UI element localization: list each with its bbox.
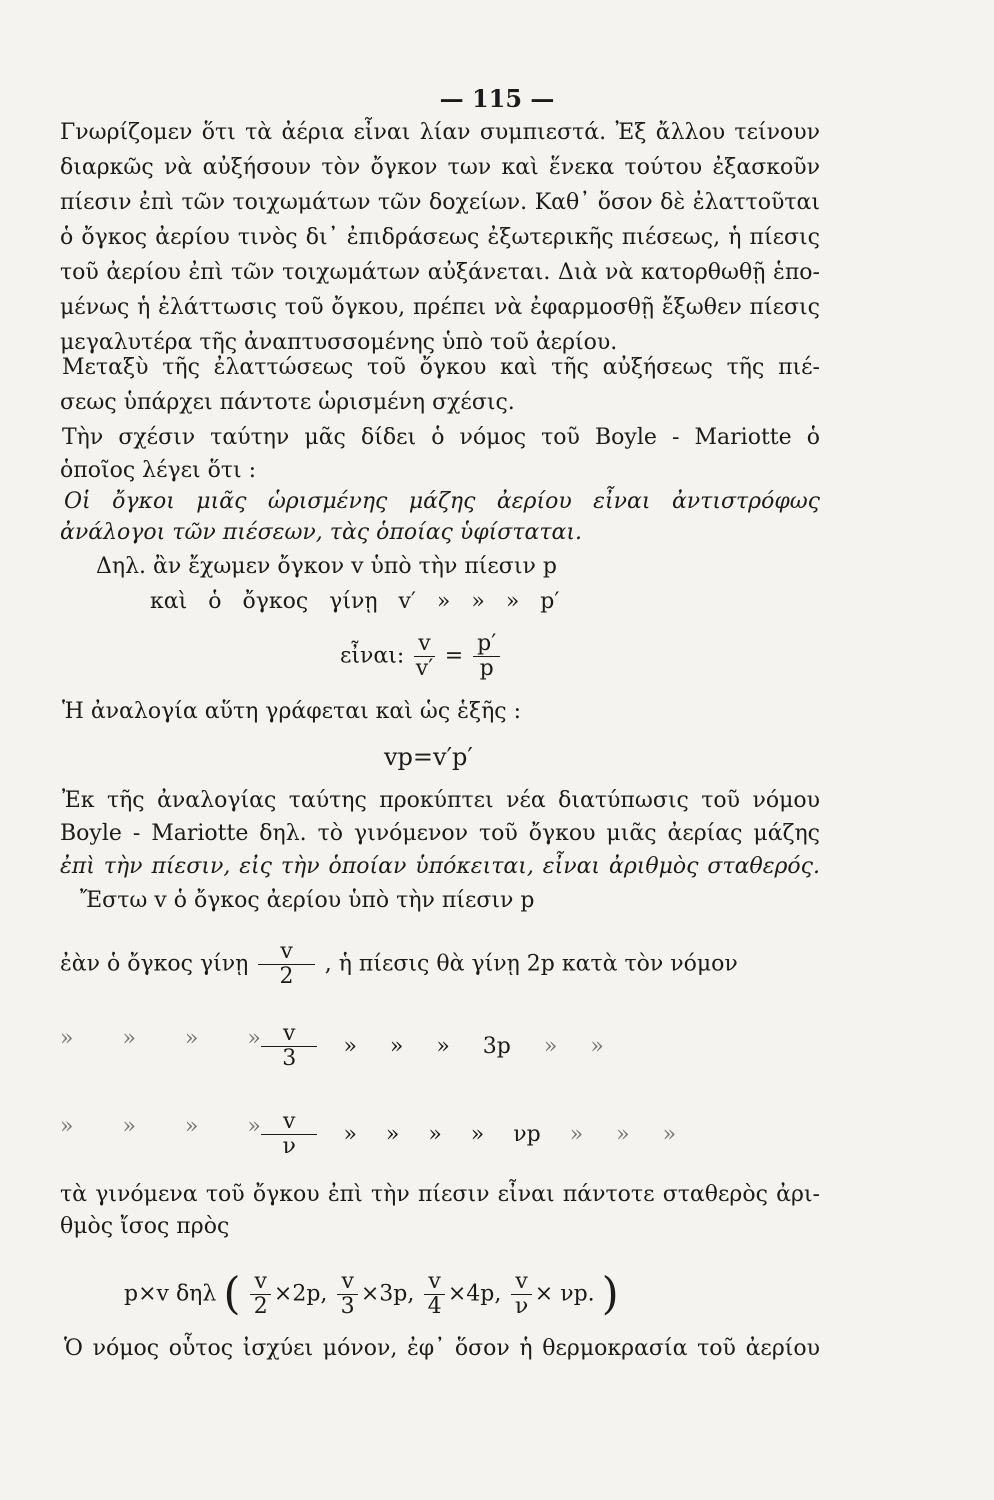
equals-sign: = <box>444 643 464 669</box>
law-statement-line-1: Οἱ ὄγκοι μιᾶς ὡρισμένης μάζης ἀερίου εἶναι ἀντιστρόφως <box>64 489 820 514</box>
example-line-2: καὶ ὁ ὄγκος γίνῃ v′ » » » p′ <box>150 589 560 614</box>
row-1-suffix: , ἡ πίεσις θὰ γίνῃ 2p κατὰ τὸν νόμον <box>324 951 738 977</box>
fraction-p-prime-over-p <box>473 632 500 681</box>
equation-product: vp=v′p′ <box>384 743 473 771</box>
numerator: v <box>511 1270 531 1295</box>
fraction-term-2 <box>337 1270 357 1319</box>
example-line-1: Δηλ. ἂν ἔχωμεν ὄγκον v ὑπὸ τὴν πίεσιν p <box>96 554 557 579</box>
numerator: v <box>261 1022 317 1047</box>
equation-ratio <box>340 632 503 681</box>
paragraph-4-line-2: Boyle - Mariotte δηλ. τὸ γινόμενον τοῦ ὄγκου μιᾶς ἀερίας μάζης <box>60 821 820 846</box>
paragraph-4-line-1: Ἐκ τῆς ἀναλογίας ταύτης προκύπτει νέα διατύπωσις τοῦ νόμου <box>62 788 820 813</box>
row-3-left-dots: » » » » <box>60 1114 261 1139</box>
numerator: v <box>337 1270 357 1295</box>
fraction-v-over-nu <box>261 1110 317 1159</box>
numerator: v <box>261 1110 317 1135</box>
denominator: 2 <box>253 1294 268 1319</box>
paragraph-1-line-3: πίεσιν ἐπὶ τῶν τοιχωμάτων τῶν δοχείων. Καθ᾽ ὅσον δὲ ἐλαττοῦται <box>60 190 820 215</box>
denominator: 3 <box>340 1294 355 1319</box>
paragraph-2-line-2: σεως ὑπάρχει πάντοτε ὡρισμένη σχέσις. <box>60 390 515 415</box>
paragraph-6-line-1: τὰ γινόμενα τοῦ ὄγκου ἐπὶ τὴν πίεσιν εἶναι πάντοτε σταθερὸς ἀρι- <box>60 1182 820 1207</box>
equation-products <box>124 1270 619 1319</box>
row-1-prefix: ἐὰν ὁ ὄγκος γίνῃ <box>60 951 249 977</box>
denominator: v′ <box>415 656 434 681</box>
fraction-term-4 <box>511 1270 531 1319</box>
equation-prefix: εἶναι: <box>340 643 405 669</box>
numerator: v <box>258 940 314 965</box>
row-3-middle: » » » » νp <box>343 1121 541 1147</box>
row-3-right-dots: » » » <box>569 1121 677 1147</box>
denominator: ν <box>514 1294 529 1319</box>
paragraph-4-line-3: ἐπὶ τὴν πίεσιν, εἰς τὴν ὁποίαν ὑπόκειται, εἶναι ἀριθμὸς σταθερός. <box>60 854 820 879</box>
proportion-line: Ἡ ἀναλογία αὕτη γράφεται καὶ ὡς ἑξῆς : <box>62 699 521 724</box>
numerator: v <box>424 1270 444 1295</box>
page-number: — 115 — <box>439 84 555 113</box>
denominator: 4 <box>427 1294 442 1319</box>
term-2-factor: ×3p, <box>360 1281 415 1307</box>
volume-row-1 <box>60 940 738 989</box>
numerator: p′ <box>473 632 500 657</box>
denominator: ν <box>282 1134 296 1159</box>
paragraph-6-line-2: θμὸς ἴσος πρὸς <box>60 1214 230 1239</box>
paragraph-2-line-1: Μεταξὺ τῆς ἐλαττώσεως τοῦ ὄγκου καὶ τῆς αὐξήσεως τῆς πιέ- <box>62 355 820 380</box>
paragraph-1-line-7: μεγαλυτέρα τῆς ἀναπτυσσομένης ὑπὸ τοῦ ἀερίου. <box>60 330 618 355</box>
paragraph-1-line-5: τοῦ ἀερίου ἐπὶ τῶν τοιχωμάτων αὐξάνεται. Διὰ νὰ κατορθωθῇ ἑπο- <box>60 260 820 285</box>
term-4-factor: × νp. <box>534 1281 595 1307</box>
law-statement-line-2: ἀνάλογοι τῶν πιέσεων, τὰς ὁποίας ὑφίσταται. <box>60 520 582 545</box>
row-2-middle: » » » 3p <box>343 1033 511 1059</box>
paragraph-1-line-4: ὁ ὄγκος ἀερίου τινὸς δι᾽ ἐπιδράσεως ἐξωτερικῆς πιέσεως, ἡ πίεσις <box>60 225 820 250</box>
last-line: Ὁ νόμος οὗτος ἰσχύει μόνον, ἐφ᾽ ὅσον ἡ θερμοκρασία τοῦ ἀερίου <box>64 1336 820 1361</box>
denominator: 2 <box>279 964 294 989</box>
paragraph-3-line-1: Τὴν σχέσιν ταύτην μᾶς δίδει ὁ νόμος τοῦ Boyle - Mariotte ὁ <box>62 425 820 450</box>
paragraph-5: Ἔστω v ὁ ὄγκος ἀερίου ὑπὸ τὴν πίεσιν p <box>80 888 535 913</box>
numerator: v <box>250 1270 270 1295</box>
denominator: 3 <box>282 1046 297 1071</box>
equation-lead: p×v δηλ <box>124 1281 217 1307</box>
row-2-left-dots: » » » » <box>60 1026 261 1051</box>
open-paren: ( <box>223 1268 241 1320</box>
fraction-term-3 <box>424 1270 444 1319</box>
fraction-v-over-v-prime <box>414 632 434 681</box>
volume-row-2 <box>258 1022 604 1071</box>
paragraph-1-line-2: διαρκῶς νὰ αὐξήσουν τὸν ὄγκον των καὶ ἕνεκα τούτου ἐξασκοῦν <box>60 155 820 180</box>
volume-row-3 <box>258 1110 676 1159</box>
paragraph-1-line-1: Γνωρίζομεν ὅτι τὰ ἀέρια εἶναι λίαν συμπιεστά. Ἐξ ἄλλου τείνουν <box>60 120 820 145</box>
fraction-term-1 <box>250 1270 270 1319</box>
fraction-v-over-3 <box>261 1022 317 1071</box>
numerator: v <box>414 632 434 657</box>
term-1-factor: ×2p, <box>273 1281 328 1307</box>
paragraph-3-line-2: ὁποῖος λέγει ὅτι : <box>60 458 257 483</box>
paragraph-1-line-6: μένως ἡ ἐλάττωσις τοῦ ὄγκου, πρέπει νὰ ἐφαρμοσθῇ ἔξωθεν πίεσις <box>60 295 820 320</box>
denominator: p <box>479 656 494 681</box>
close-paren: ) <box>601 1268 619 1320</box>
row-2-right-dots: » » <box>543 1033 604 1059</box>
term-3-factor: ×4p, <box>447 1281 502 1307</box>
fraction-v-over-2 <box>258 940 314 989</box>
